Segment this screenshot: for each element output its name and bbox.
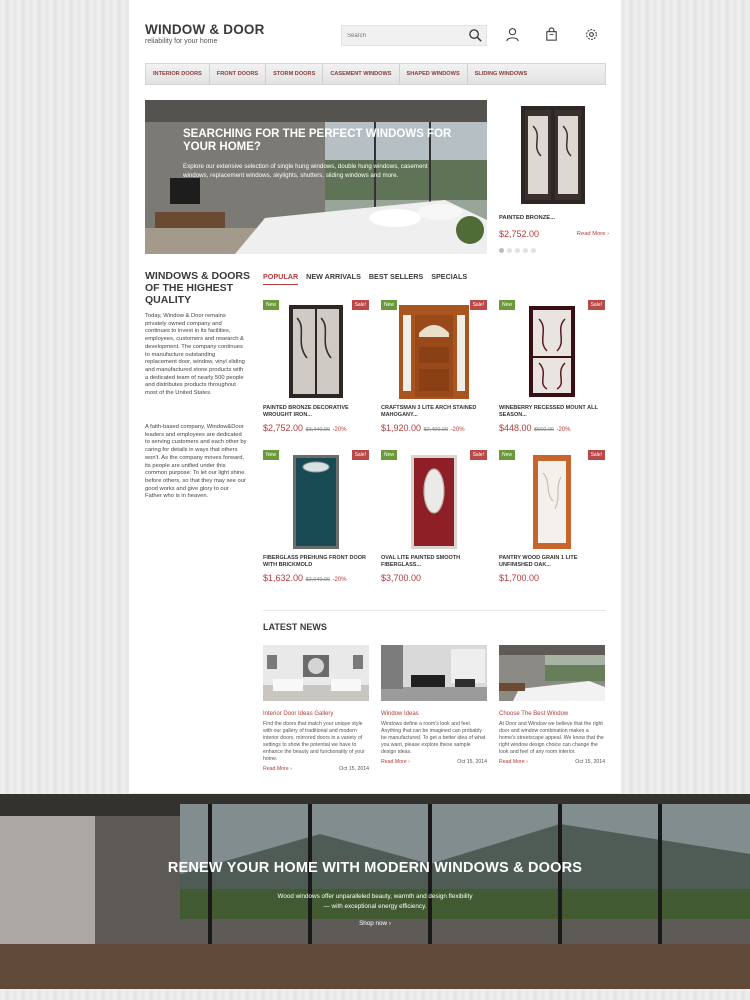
product-discount: -20% — [556, 427, 571, 433]
sale-badge: Sale! — [470, 450, 487, 460]
product-price-row — [263, 423, 347, 433]
news-item — [381, 645, 487, 765]
new-badge: New — [263, 450, 279, 460]
news-headline[interactable]: Window Ideas — [381, 711, 419, 717]
product-price: $3,700.00 — [381, 573, 422, 583]
shopping-bag-icon[interactable] — [544, 27, 559, 42]
door-image — [515, 453, 589, 550]
product-name[interactable]: OVAL LITE PAINTED SMOOTH FIBERGLASS... — [381, 555, 461, 568]
news-date: Oct 15, 2014 — [457, 759, 487, 765]
new-badge: New — [499, 450, 515, 460]
door-image — [279, 453, 353, 550]
product-card[interactable] — [381, 300, 487, 440]
door-image — [397, 453, 471, 550]
sale-badge: Sale! — [588, 300, 605, 310]
product-price: $1,632.00 — [263, 573, 304, 583]
product-card[interactable] — [381, 450, 487, 590]
logo-subtitle: reliability for your home — [145, 38, 218, 45]
product-old-price: $3,440.00 — [305, 427, 331, 433]
product-price: $1,920.00 — [381, 423, 422, 433]
news-item — [499, 645, 605, 765]
tab-new-arrivals[interactable]: NEW ARRIVALS — [306, 272, 361, 281]
news-text: At Door and Window we believe that the right door and window combination makes a home's streetscape appeal. We know that the right window design choice can change the look and feel of any room interior. — [499, 721, 604, 755]
product-price-row — [499, 423, 570, 433]
about-paragraph: A faith-based company, Window&Door leaders and employees are dedicated to serving customers and each other by caring for details in ways that others won't. As the company moves forward, its people are unified under this common purpose: To let our light shine before others, so that they may see our good works and give glory to our Father who is in heaven. — [145, 424, 247, 500]
news-read-more-link[interactable]: Read More › — [381, 759, 410, 765]
product-card[interactable] — [499, 300, 605, 440]
slider-pagination — [499, 248, 536, 253]
news-date: Oct 15, 2014 — [339, 766, 369, 772]
news-footer — [381, 759, 487, 765]
search-box — [341, 25, 487, 46]
nav-storm-doors[interactable]: STORM DOORS — [266, 64, 323, 84]
new-badge: New — [263, 300, 279, 310]
slider-dot[interactable] — [523, 248, 528, 253]
product-old-price: $2,040.00 — [305, 577, 331, 583]
promo-banner — [0, 794, 750, 989]
news-date: Oct 15, 2014 — [575, 759, 605, 765]
product-price-row — [263, 573, 347, 583]
about-paragraph: Today, Window & Door remains privately owned company and continues to invest in its facilities, employees, customers and research & development. The company continues to manufacture outstanding replacement door, window, vinyl sliding and manufactured stone products with a dedicated team of nearly 500 people and distributes products throughout most of the United States. — [145, 313, 245, 397]
product-discount: -20% — [332, 577, 347, 583]
product-old-price: $560.00 — [534, 427, 554, 433]
search-icon[interactable] — [468, 28, 483, 43]
sale-badge: Sale! — [352, 450, 369, 460]
main-nav — [145, 63, 606, 85]
logo-title[interactable]: WINDOW & DOOR — [145, 22, 265, 37]
news-item — [263, 645, 369, 772]
slider-dot[interactable] — [499, 248, 504, 253]
hero-title: SEARCHING FOR THE PERFECT WINDOWS FOR YOUR HOME? — [183, 128, 452, 153]
new-badge: New — [499, 300, 515, 310]
product-name[interactable]: WINEBERRY RECESSED MOUNT ALL SEASON... — [499, 405, 598, 418]
product-card[interactable] — [263, 450, 369, 590]
slider-dot[interactable] — [507, 248, 512, 253]
news-read-more-link[interactable]: Read More › — [263, 766, 292, 772]
nav-front-doors[interactable]: FRONT DOORS — [210, 64, 266, 84]
sale-badge: Sale! — [588, 450, 605, 460]
about-title: WINDOWS & DOORS OF THE HIGHEST QUALITY — [145, 270, 250, 306]
hero-slider[interactable] — [145, 100, 487, 254]
slider-dot[interactable] — [515, 248, 520, 253]
nav-casement-windows[interactable]: CASEMENT WINDOWS — [323, 64, 399, 84]
news-footer — [263, 766, 369, 772]
news-image[interactable] — [263, 645, 369, 701]
tab-specials[interactable]: SPECIALS — [431, 272, 468, 281]
section-divider — [263, 610, 606, 611]
product-discount: -20% — [332, 427, 347, 433]
nav-sliding-windows[interactable]: SLIDING WINDOWS — [474, 71, 528, 77]
door-image — [515, 303, 589, 400]
product-name[interactable]: CRAFTSMAN 3 LITE ARCH STAINED MAHOGANY... — [381, 405, 477, 418]
sale-badge: Sale! — [352, 300, 369, 310]
product-price-row — [381, 573, 421, 583]
product-price: $2,752.00 — [263, 423, 304, 433]
banner-text: Wood windows offer unparalleled beauty, warmth and design flexibility — with exceptional energy efficiency. — [277, 893, 473, 910]
nav-interior-doors[interactable]: INTERIOR DOORS — [146, 64, 210, 84]
news-text: Find the doors that match your unique style with our gallery of traditional and modern interior doors, mirrored doors in a variety of settings to show the potential we have to enhance the beauty and functionality of your home. — [263, 721, 365, 762]
hero-text: Explore our extensive selection of single hung windows, double hung windows, casement windows, replacement windows, skylights, shutters, sliding windows and more. — [183, 163, 428, 179]
news-text: Windows define a room's look and feel. Anything that can be imagined can probably be manufactured. To get a better idea of what you want, please explore these sample design ideas. — [381, 721, 486, 755]
slider-dot[interactable] — [531, 248, 536, 253]
news-read-more-link[interactable]: Read More › — [499, 759, 528, 765]
featured-product-name[interactable]: PAINTED BRONZE... — [499, 215, 555, 221]
product-name[interactable]: PAINTED BRONZE DECORATIVE WROUGHT IRON... — [263, 405, 349, 418]
product-tabs — [263, 272, 467, 285]
door-image — [397, 303, 471, 400]
news-headline[interactable]: Interior Door Ideas Gallery — [263, 711, 334, 717]
banner-title: RENEW YOUR HOME WITH MODERN WINDOWS & DOORS — [167, 860, 583, 876]
shop-now-button[interactable]: Shop now › — [359, 920, 391, 927]
product-price: $448.00 — [499, 423, 532, 433]
gear-icon[interactable] — [584, 27, 599, 42]
sale-badge: Sale! — [470, 300, 487, 310]
featured-product[interactable] — [499, 100, 609, 260]
product-card[interactable] — [263, 300, 369, 440]
new-badge: New — [381, 450, 397, 460]
product-discount: -20% — [450, 427, 465, 433]
door-image — [279, 303, 353, 400]
product-price-row — [499, 573, 539, 583]
main-page — [129, 0, 621, 793]
tab-popular[interactable]: POPULAR — [263, 272, 298, 285]
search-input[interactable] — [342, 26, 464, 45]
latest-news-title: LATEST NEWS — [263, 622, 327, 632]
product-name[interactable]: PANTRY WOOD GRAIN 1 LITE UNFINISHED OAK... — [499, 555, 578, 568]
product-price: $1,700.00 — [499, 573, 540, 583]
featured-product-price: $2,752.00 — [499, 229, 540, 239]
product-card[interactable] — [499, 450, 605, 590]
featured-read-more-link[interactable]: Read More › — [576, 231, 609, 237]
featured-door-image — [521, 106, 585, 204]
product-price-row — [381, 423, 465, 433]
product-name[interactable]: FIBERGLASS PREHUNG FRONT DOOR WITH BRICKMOLD — [263, 555, 366, 568]
news-footer — [499, 759, 605, 765]
new-badge: New — [381, 300, 397, 310]
user-icon[interactable] — [505, 27, 520, 42]
news-image[interactable] — [381, 645, 487, 701]
news-headline[interactable]: Choose The Best Window — [499, 711, 569, 717]
product-old-price: $2,400.00 — [423, 427, 449, 433]
nav-shaped-windows[interactable]: SHAPED WINDOWS — [400, 64, 468, 84]
news-image[interactable] — [499, 645, 605, 701]
tab-best-sellers[interactable]: BEST SELLERS — [368, 272, 424, 281]
